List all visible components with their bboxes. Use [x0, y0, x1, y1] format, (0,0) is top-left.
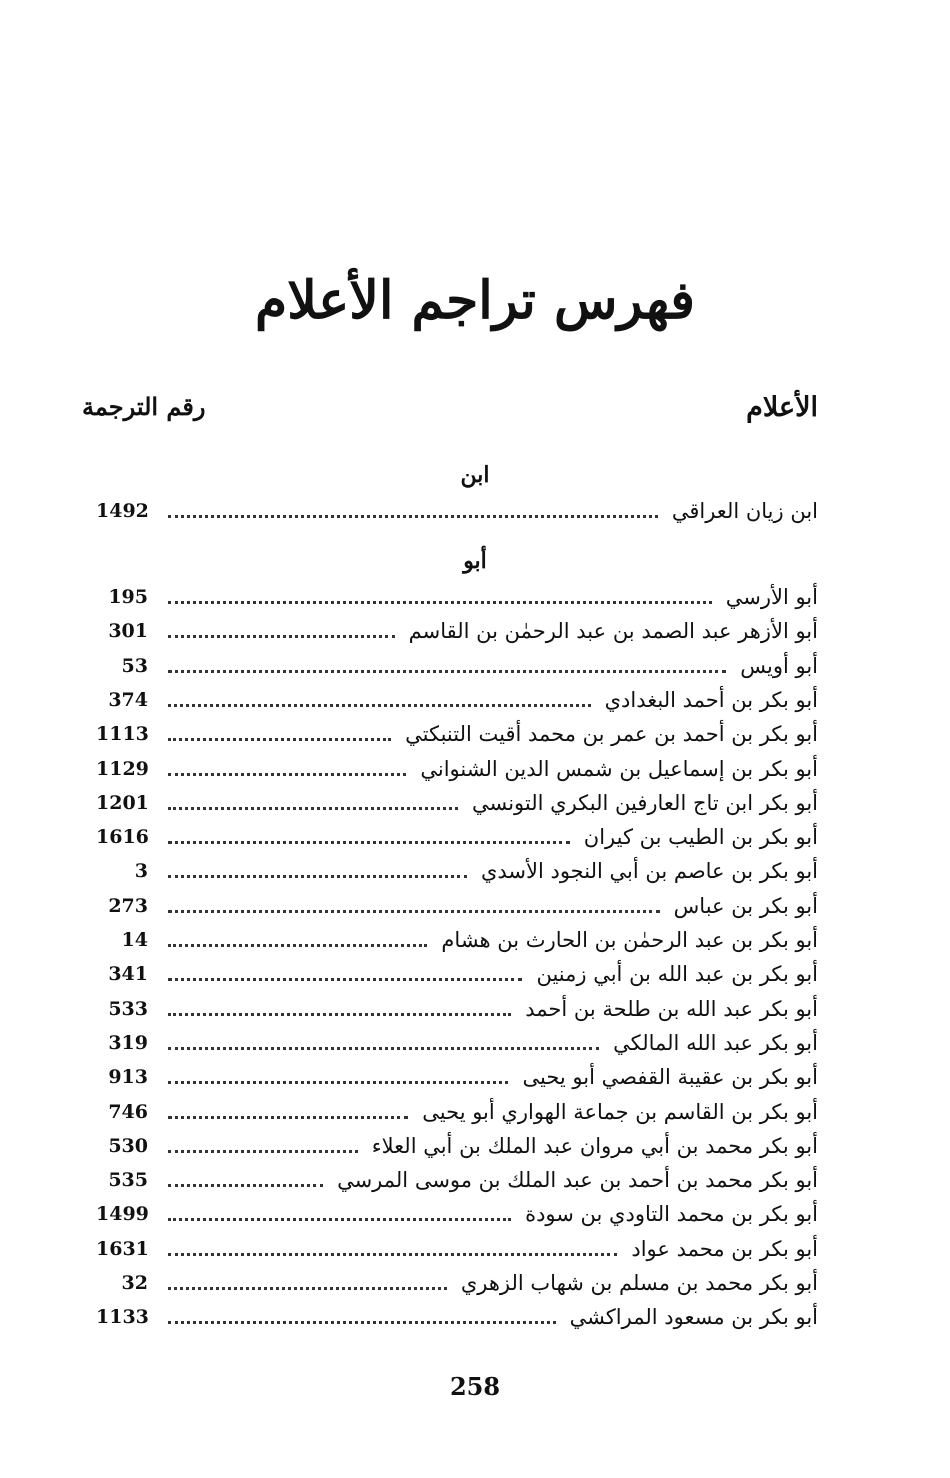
- index-entry: [0, 788, 950, 822]
- entry-name: أبو بكر بن القاسم بن جماعة الهواري أبو يحيى: [422, 1100, 818, 1124]
- index-entry: [0, 582, 950, 616]
- dot-leader: [168, 1112, 408, 1119]
- entry-number: 1201: [96, 792, 149, 814]
- entry-number: 319: [108, 1032, 148, 1054]
- dot-leader: [168, 974, 522, 981]
- dot-leader: [168, 1146, 358, 1153]
- entry-name: أبو بكر ابن تاج العارفين البكري التونسي: [471, 791, 818, 815]
- entry-number: 1129: [96, 758, 149, 780]
- dot-leader: [168, 1283, 447, 1290]
- index-entry: [0, 685, 950, 719]
- entry-number: 1631: [96, 1238, 149, 1260]
- entry-name: أبو بكر محمد بن أبي مروان عبد الملك بن أبي العلاء: [371, 1134, 818, 1158]
- entry-name: أبو بكر بن عاصم بن أبي النجود الأسدي: [480, 859, 818, 883]
- entry-name: أبو بكر محمد بن مسلم بن شهاب الزهري: [460, 1271, 818, 1295]
- index-entry: [0, 1028, 950, 1062]
- page-number: 258: [449, 1372, 501, 1401]
- entry-number: 195: [108, 586, 148, 608]
- dot-leader: [168, 1214, 511, 1221]
- index-entry: [0, 994, 950, 1028]
- entry-name: أبو بكر بن عبد الرحمٰن بن الحارث بن هشام: [441, 928, 818, 952]
- entry-name: أبو بكر بن محمد التاودي بن سودة: [525, 1202, 818, 1226]
- entry-name: أبو بكر بن إسماعيل بن شمس الدين الشنواني: [420, 757, 818, 781]
- dot-leader: [168, 769, 406, 776]
- entry-number: 32: [121, 1272, 148, 1294]
- index-entry: [0, 616, 950, 650]
- dot-leader: [168, 700, 591, 707]
- entry-name: ابن زيان العراقي: [671, 499, 818, 523]
- entry-name: أبو بكر بن الطيب بن كيران: [583, 825, 818, 849]
- entry-name: أبو بكر بن عقيبة القفصي أبو يحيى: [522, 1065, 818, 1089]
- entry-number: 1492: [96, 500, 149, 522]
- index-entry: [0, 1131, 950, 1165]
- entry-number: 535: [108, 1169, 148, 1191]
- index-entry: [0, 1199, 950, 1233]
- dot-leader: [168, 1180, 323, 1187]
- dot-leader: [168, 906, 660, 913]
- dot-leader: [168, 1009, 511, 1016]
- index-entry: [0, 754, 950, 788]
- entry-number: 746: [108, 1101, 148, 1123]
- entry-number: 273: [108, 895, 148, 917]
- entry-name: أبو بكر بن عبد الله بن أبي زمنين: [536, 962, 818, 986]
- dot-leader: [168, 803, 458, 810]
- dot-leader: [168, 871, 467, 878]
- entry-name: أبو بكر عبد الله بن طلحة بن أحمد: [525, 997, 818, 1021]
- index-entry: [0, 1097, 950, 1131]
- entry-name: أبو أويس: [740, 654, 818, 678]
- dot-leader: [168, 1077, 508, 1084]
- entry-name: أبو بكر بن أحمد بن عمر بن محمد أقيت التنبكتي: [405, 722, 818, 746]
- entry-name: أبو الأرسي: [725, 585, 818, 609]
- index-entry: [0, 1268, 950, 1302]
- entry-number: 1113: [96, 723, 149, 745]
- index-entry: [0, 891, 950, 925]
- names-column-heading: الأعلام: [746, 392, 818, 423]
- index-entry: [0, 1302, 950, 1336]
- entry-number: 341: [108, 963, 148, 985]
- entry-name: أبو بكر عبد الله المالكي: [613, 1031, 818, 1055]
- dot-leader: [168, 511, 658, 518]
- index-entry: [0, 1165, 950, 1199]
- dot-leader: [168, 940, 427, 947]
- index-entry: [0, 856, 950, 890]
- index-entry: [0, 925, 950, 959]
- dot-leader: [168, 734, 391, 741]
- entry-number: 533: [108, 998, 148, 1020]
- page-title: فهرس تراجم الأعلام: [255, 270, 695, 331]
- index-entry: [0, 651, 950, 685]
- dot-leader: [168, 837, 570, 844]
- dot-leader: [168, 1043, 599, 1050]
- dot-leader: [168, 1317, 556, 1324]
- dot-leader: [168, 666, 726, 673]
- index-entry: [0, 959, 950, 993]
- entry-name: أبو بكر بن أحمد البغدادي: [604, 688, 818, 712]
- entry-name: أبو بكر بن مسعود المراكشي: [569, 1305, 818, 1329]
- entry-number: 53: [121, 655, 148, 677]
- index-entry: [0, 496, 950, 530]
- index-entry: [0, 1234, 950, 1268]
- entry-number: 301: [108, 620, 148, 642]
- entry-number: 913: [108, 1066, 148, 1088]
- entry-number: 1133: [96, 1306, 149, 1328]
- dot-leader: [168, 631, 395, 638]
- entry-name: أبو بكر بن عباس: [673, 894, 818, 918]
- dot-leader: [168, 1249, 617, 1256]
- entry-name: أبو الأزهر عبد الصمد بن عبد الرحمٰن بن القاسم: [408, 619, 818, 643]
- entry-number: 1499: [96, 1203, 149, 1225]
- index-entry: [0, 822, 950, 856]
- index-entry: [0, 719, 950, 753]
- numbers-column-heading: رقم الترجمة: [82, 392, 206, 421]
- entry-name: أبو بكر محمد بن أحمد بن عبد الملك بن موسى المرسي: [337, 1168, 818, 1192]
- entry-number: 1616: [96, 826, 149, 848]
- index-entry: [0, 1062, 950, 1096]
- entry-number: 374: [108, 689, 148, 711]
- section-heading: أبو: [463, 548, 487, 574]
- dot-leader: [168, 597, 712, 604]
- entry-name: أبو بكر بن محمد عواد: [631, 1237, 818, 1261]
- entry-number: 3: [134, 860, 148, 882]
- section-heading: ابن: [460, 462, 490, 488]
- entry-number: 14: [121, 929, 148, 951]
- entry-number: 530: [108, 1135, 148, 1157]
